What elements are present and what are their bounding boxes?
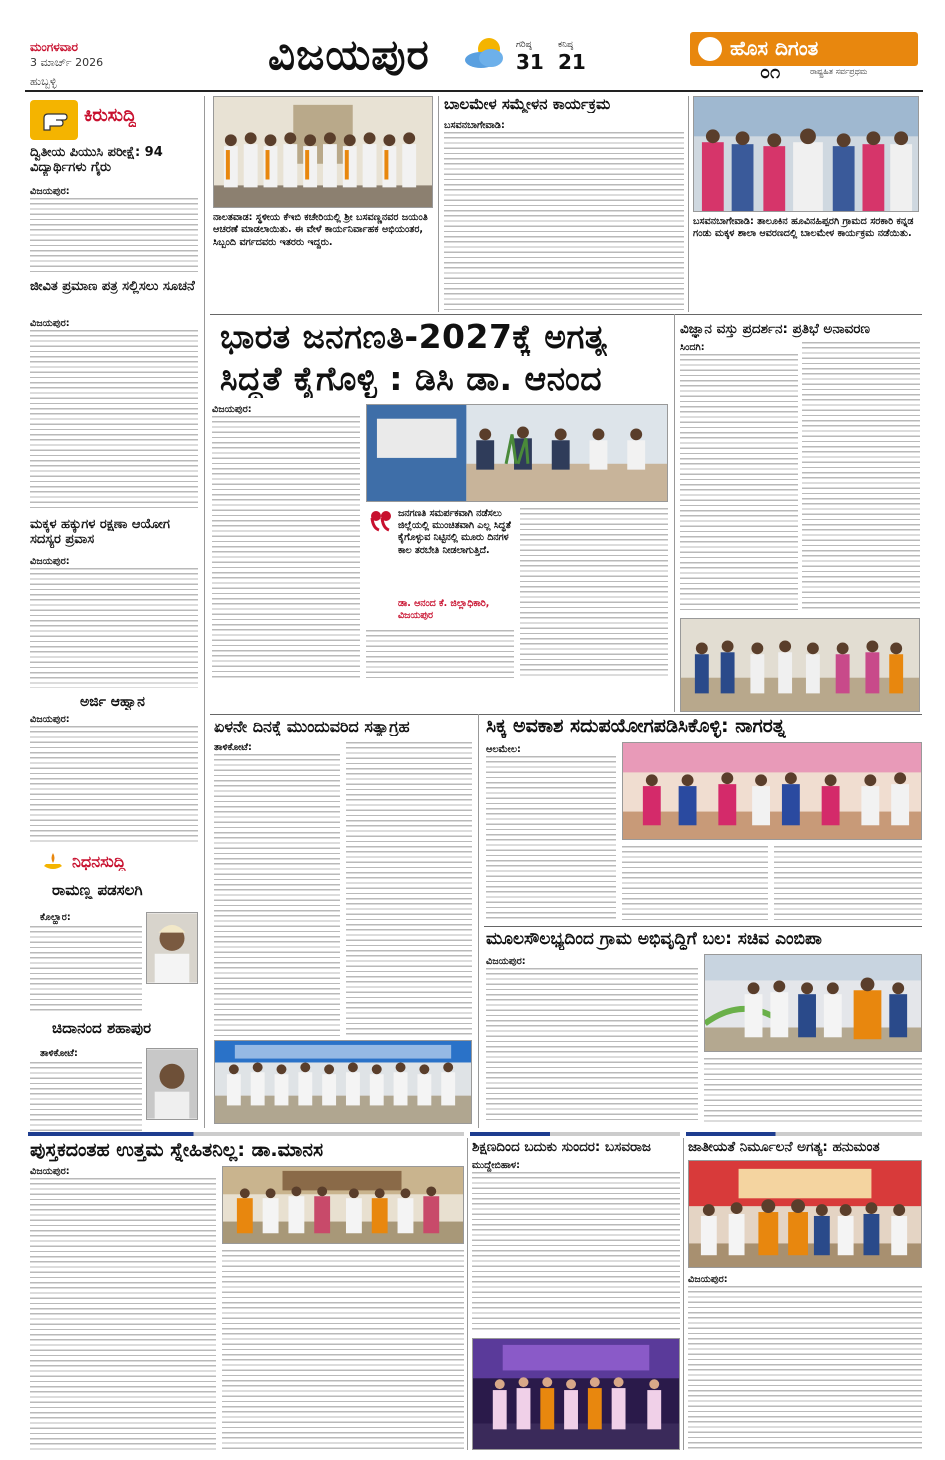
dateline-shikshana: ಮುದ್ದೇಬಿಹಾಳ: <box>472 1160 520 1171</box>
brief-dateline-3: ವಿಜಯಪುರ: <box>30 556 70 567</box>
lead-headline-line1: ಭಾರತ ಜನಗಣತಿ-2027ಕ್ಕೆ ಅಗತ್ಯ <box>220 318 608 356</box>
divider-mid-1 <box>478 714 479 1128</box>
obituary-photo-2 <box>146 1048 198 1120</box>
obituary-body-1 <box>30 926 142 1014</box>
caption-basavana: ಬಸವನಬಾಗೇವಾಡಿ: ತಾಲೂಕಿನ ಹೂವಿನಹಿಪ್ಪರಗಿ ಗ್ರಾಮದ ಸರಕಾರಿ ಕನ್ನಡ ಗಂಡು ಮಕ್ಕಳ ಶಾಲಾ ಆವರಣದಲ್ಲಿ ಬಾಲಮೇಳ ಕಾರ್ಯಕ್ರಮ ನಡೆಯಿತು. <box>693 216 914 240</box>
divider-top-1 <box>438 96 439 312</box>
photo-shikshana-stage <box>472 1338 680 1450</box>
headline-jati: ಜಾತೀಯತೆ ನಿರ್ಮೂಲನೆ ಅಗತ್ಯ: ಹನುಮಂತ <box>688 1140 880 1155</box>
paper-tagline: ರಾಷ್ಟ್ರಹಿತ ಸರ್ವಪ್ರಥಮ <box>810 67 868 76</box>
lead-quote-text: ಜನಗಣತಿ ಸಮರ್ಪಕವಾಗಿ ನಡೆಸಲು ಜಿಲ್ಲೆಯಲ್ಲಿ ಮುಂಚಿತವಾಗಿ ಎಲ್ಲ ಸಿದ್ಧತೆ ಕೈಗೊಳ್ಳುವ ನಿಟ್ಟಿನಲ್ಲಿ ಮೂರು ದಿನಗಳ ಕಾಲ ತರಬೇತಿ ನೀಡಲಾಗುತ್ತಿದೆ. <box>398 508 511 556</box>
body-jati <box>688 1286 922 1450</box>
divider-bottom-1 <box>467 1138 468 1450</box>
page-label: ಹುಬ್ಬಳ್ಳಿ <box>30 75 57 88</box>
paper-logo <box>690 32 918 66</box>
body-sikka-col1 <box>486 756 616 922</box>
body-vijnana-col2 <box>802 342 920 612</box>
lead-quote-mark-icon <box>370 508 392 532</box>
body-vijnana-col1 <box>680 354 798 612</box>
photo-caption-nalatawad: ನಾಲತವಾಡ: ಸ್ಥಳೀಯ ಕೆಇಬಿ ಕಚೇರಿಯಲ್ಲಿ ಶ್ರೀ ಬಸವಣ್ಣನವರ ಜಯಂತಿ ಆಚರಣೆ ಮಾಡಲಾಯಿತು. ಈ ವೇಳೆ ಕಾರ್ಯನಿರ್ವಾಹಕ ಅಭಿಯಂತರ, ಸಿಬ್ಬಂದಿ ವರ್ಗದವರು ಇತರರು ಇದ್ದರು. <box>213 212 428 248</box>
photo-mula-inauguration <box>704 954 922 1052</box>
nidhana-lamp-icon <box>40 852 66 872</box>
dateline-pustaka: ವಿಜಯಪುರ: <box>30 1166 70 1177</box>
weather-max-label: ಗರಿಷ್ಠ <box>516 40 532 50</box>
photo-vijnana-exhibition <box>680 618 920 712</box>
group-photo-nalatawad <box>213 96 433 208</box>
brief-body-2 <box>30 330 198 510</box>
photo-pustaka-event <box>222 1166 464 1244</box>
body-pustaka-col2 <box>222 1250 464 1450</box>
dateline-mula: ವಿಜಯಪುರ: <box>486 956 526 967</box>
brief-body-1 <box>30 198 198 272</box>
brief-dateline-4: ವಿಜಯಪುರ: <box>30 714 70 725</box>
body-shikshana <box>472 1172 680 1332</box>
mid-row-rule <box>210 714 922 715</box>
brief-dateline-2: ವಿಜಯಪುರ: <box>30 318 70 329</box>
headline-balamela: ಬಾಲಮೇಳ ಸಮ್ಮೇಳನ ಕಾರ್ಯಕ್ರಮ <box>444 96 611 113</box>
headline-shikshana: ಶಿಕ್ಷಣದಿಂದ ಬದುಕು ಸುಂದರ: ಬಸವರಾಜ <box>472 1140 651 1155</box>
headline-sikka: ಸಿಕ್ಕ ಅವಕಾಶ ಸದುಪಯೋಗಪಡಿಸಿಕೊಳ್ಳಿ: ನಾಗರತ್ನ <box>486 716 786 737</box>
lead-body-col2 <box>366 630 514 678</box>
dateline-satyagraha: ತಾಳಿಕೋಟೆ: <box>214 742 252 753</box>
headline-vijnana: ವಿಜ್ಞಾನ ವಸ್ತು ಪ್ರದರ್ಶನ: ಪ್ರತಿಭೆ ಅನಾವರಣ <box>680 322 870 337</box>
edition-title: ವಿಜಯಪುರ <box>268 30 430 79</box>
weather-max-value: 31 <box>516 50 544 74</box>
date-label: 3 ಮಾರ್ಚ್ 2026 <box>30 56 104 69</box>
lead-photo-meeting <box>366 404 668 502</box>
photo-sikka-event <box>622 742 922 840</box>
body-balamela <box>444 132 684 312</box>
obituary-body-2 <box>30 1062 142 1138</box>
obituary-name-2: ಚಿದಾನಂದ ಶಹಾಪುರ <box>52 1020 152 1037</box>
headline-mula: ಮೂಲಸೌಲಭ್ಯದಿಂದ ಗ್ರಾಮ ಅಭಿವೃದ್ಧಿಗೆ ಬಲ: ಸಚಿವ ಎಂಬಿಪಾ <box>486 930 822 949</box>
lead-headline-line2: ಸಿದ್ಧತೆ ಕೈಗೊಳ್ಳಿ : ಡಿಸಿ ಡಾ. ಆನಂದ <box>220 360 603 398</box>
photo-balamela-event <box>693 96 919 212</box>
divider-top-2 <box>688 96 689 312</box>
pointing-hand-icon <box>30 100 78 140</box>
brief-body-3 <box>30 568 198 688</box>
brief-headline-2: ಜೀವಿತ ಪ್ರಮಾಣ ಪತ್ರ ಸಲ್ಲಿಸಲು ಸೂಚನೆ <box>30 280 195 294</box>
photo-satyagraha <box>214 1040 472 1124</box>
lead-quote-author: ಡಾ. ಆನಂದ ಕೆ. ಜಿಲ್ಲಾಧಿಕಾರಿ, ವಿಜಯಪುರ <box>398 598 490 622</box>
obituary-photo-1 <box>146 912 198 984</box>
body-sikka-col2 <box>622 846 768 922</box>
kirusuddi-title: ಕಿರುಸುದ್ದಿ <box>84 106 137 126</box>
brief-dateline-1: ವಿಜಯಪುರ: <box>30 186 70 197</box>
photo-jati-event <box>688 1160 922 1268</box>
masthead-rule <box>25 90 923 92</box>
divider-bottom-2 <box>683 1138 684 1450</box>
dateline-balamela: ಬಸವನಬಾಗೇವಾಡಿ: <box>444 120 505 131</box>
lead-top-rule <box>210 314 922 315</box>
brief-body-4 <box>30 726 198 844</box>
left-column-divider <box>204 96 205 1128</box>
headline-pustaka: ಪುಸ್ತಕದಂತಹ ಉತ್ತಮ ಸ್ನೇಹಿತನಿಲ್ಲ: ಡಾ.ಮಾನಸ <box>30 1140 324 1161</box>
obituary-dateline-2: ತಾಳಿಕೋಟೆ: <box>40 1048 78 1059</box>
divider-lead-right <box>674 314 675 712</box>
weather-min-label: ಕನಿಷ್ಠ <box>558 40 574 50</box>
weather-icon <box>459 34 511 72</box>
brief-headline-3: ಮಕ್ಕಳ ಹಕ್ಕುಗಳ ರಕ್ಷಣಾ ಆಯೋಗ ಸದಸ್ಯರ ಪ್ರವಾಸ <box>30 518 170 547</box>
paper-name: ಹೊಸ ದಿಗಂತ <box>730 36 819 60</box>
lead-body-col3 <box>520 508 668 678</box>
bottom-row-bar-1 <box>28 1132 464 1136</box>
lead-dateline: ವಿಜಯಪುರ: <box>212 404 252 415</box>
brief-headline-4: ಅರ್ಜಿ ಆಹ್ವಾನ <box>80 694 145 710</box>
dateline-jati: ವಿಜಯಪುರ: <box>688 1274 728 1285</box>
body-sikka-col3 <box>774 846 922 922</box>
headline-satyagraha: ಏಳನೇ ದಿನಕ್ಕೆ ಮುಂದುವರಿದ ಸತ್ಯಾಗ್ರಹ <box>214 718 410 736</box>
day-label: ಮಂಗಳವಾರ <box>30 40 79 54</box>
kirusuddi-badge <box>30 100 78 140</box>
brief-headline-1: ದ್ವಿತೀಯ ಪಿಯುಸಿ ಪರೀಕ್ಷೆ: 94 ವಿದ್ಯಾರ್ಥಿಗಳು ಗೈರು <box>30 146 163 175</box>
body-satyagraha-col1 <box>214 754 340 1036</box>
obituary-dateline-1: ಕೊಲ್ಹಾರ: <box>40 912 71 923</box>
nidhana-title: ನಿಧನಸುದ್ದಿ <box>72 853 126 871</box>
lead-body-col1 <box>212 416 360 678</box>
body-pustaka-col1 <box>30 1178 216 1450</box>
weather-min-value: 21 <box>558 50 586 74</box>
dateline-vijnana: ಸಿಂದಗಿ: <box>680 342 705 353</box>
dateline-sikka: ಆಲಮೇಲ: <box>486 744 521 755</box>
obituary-name-1: ರಾಮಣ್ಣ ಪಡಸಲಗಿ <box>52 882 143 899</box>
bottom-row-bar-3 <box>686 1132 922 1136</box>
logo-emblem-icon <box>698 37 722 61</box>
body-satyagraha-col2 <box>346 742 472 1036</box>
page-number: ೦೧ <box>760 62 781 83</box>
mula-top-rule <box>484 926 922 927</box>
masthead <box>0 0 945 92</box>
body-mula-col1 <box>486 968 698 1122</box>
bottom-row-bar-2 <box>470 1132 680 1136</box>
body-mula-col2 <box>704 1058 922 1122</box>
